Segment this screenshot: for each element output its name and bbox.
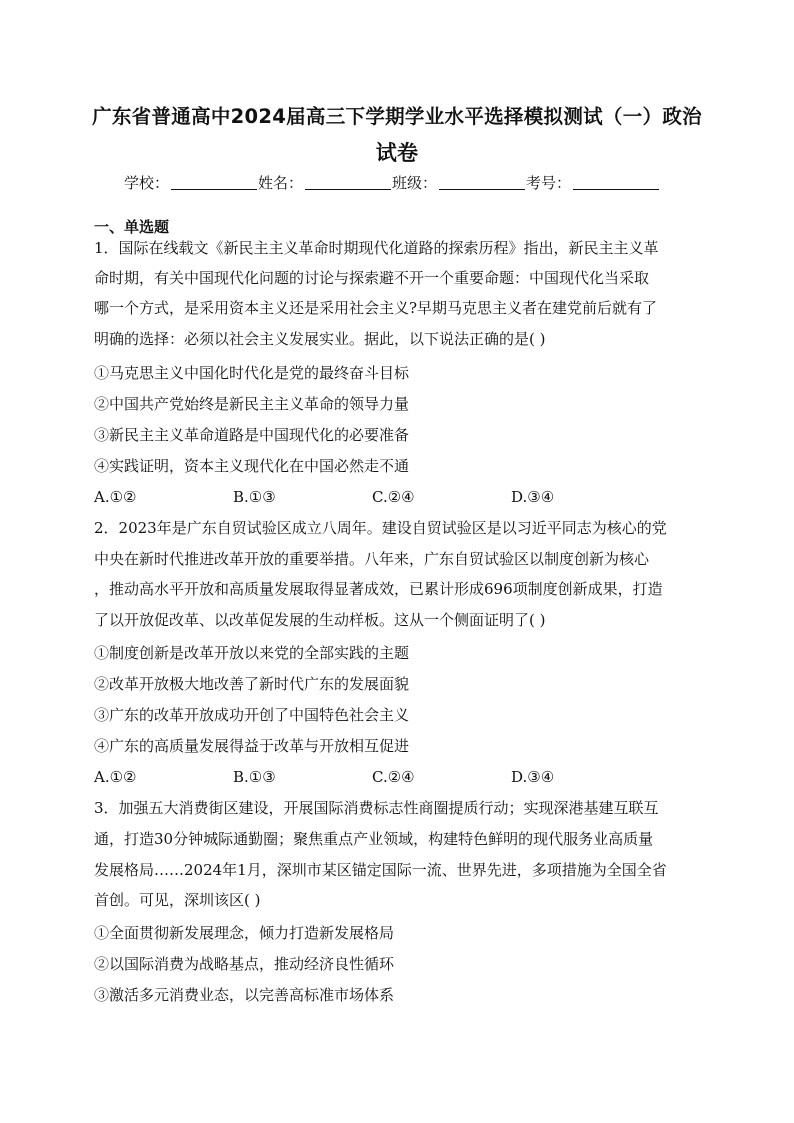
q2-stem-line: 了以开放促改革、以改革促发展的生动样板。这从一个侧面证明了( ) [94,611,546,629]
class-label: 班级： [392,173,438,192]
q1-stem-line: 明确的选择：必须以社会主义发展实业。据此，以下说法正确的是( ) [94,330,546,348]
q2-option-a[interactable]: A.①② [94,768,137,786]
q3-stem-line: 发展格局……2024年1月，深圳市某区锚定国际一流、世界先进，多项措施为全国全省 [94,861,667,879]
q1-option-a[interactable]: A.①② [94,488,137,506]
q2-options [94,767,714,787]
q1-stem-line: 命时期，有关中国现代化问题的讨论与探索避不开一个重要命题：中国现代化当采取 [94,269,650,287]
q1-statement: ④实践证明，资本主义现代化在中国必然走不通 [94,457,410,475]
number-label: 考号： [526,173,572,192]
q1-option-c[interactable]: C.②④ [372,488,415,506]
q1-option-d[interactable]: D.③④ [511,488,555,506]
q3-statement: ①全面贯彻新发展理念，倾力打造新发展格局 [94,924,395,942]
q1-statement: ②中国共产党始终是新民主主义革命的领导力量 [94,395,410,413]
q1-statement: ③新民主主义革命道路是中国现代化的必要准备 [94,426,410,444]
exam-title-line-1: 广东省普通高中2024届高三下学期学业水平选择模拟测试（一）政治 [92,105,702,128]
q1-stem-line: 1．国际在线载文《新民主主义革命时期现代化道路的探索历程》指出，新民主主义革 [94,239,659,257]
q3-statement: ③激活多元消费业态，以完善高标准市场体系 [94,986,395,1004]
q2-stem-line: 中央在新时代推进改革开放的重要举措。八年来，广东自贸试验区以制度创新为核心 [94,550,650,568]
exam-title-line-2: 试卷 [375,141,419,165]
section-title: 一、单选题 [94,218,170,236]
school-blank[interactable] [171,188,257,190]
q2-statement: ②改革开放极大地改善了新时代广东的发展面貌 [94,675,410,693]
number-blank[interactable] [573,188,659,190]
q2-stem-line: 2．2023年是广东自贸试验区成立八周年。建设自贸试验区是以习近平同志为核心的党 [94,519,667,537]
q2-statement: ③广东的改革开放成功开创了中国特色社会主义 [94,706,410,724]
q3-stem-line: 3．加强五大消费街区建设，开展国际消费标志性商圈提质行动；实现深港基建互联互 [94,799,659,817]
q2-option-c[interactable]: C.②④ [372,768,415,786]
student-info-row [124,170,684,194]
q3-stem-line: 通，打造30分钟城际通勤圈；聚焦重点产业领域，构建特色鲜明的现代服务业高质量 [94,830,654,848]
q1-stem-line: 哪一个方式，是采用资本主义还是采用社会主义?早期马克思主义者在建党前后就有了 [94,299,658,317]
q3-stem-line: 首创。可见，深圳该区( ) [94,891,261,909]
q2-option-b[interactable]: B.①③ [233,768,276,786]
q1-option-b[interactable]: B.①③ [233,488,276,506]
name-blank[interactable] [305,188,391,190]
class-blank[interactable] [439,188,525,190]
q2-statement: ④广东的高质量发展得益于改革与开放相互促进 [94,737,410,755]
q1-options [94,487,714,507]
q3-statement: ②以国际消费为战略基点，推动经济良性循环 [94,955,395,973]
q2-statement: ①制度创新是改革开放以来党的全部实践的主题 [94,644,410,662]
q2-option-d[interactable]: D.③④ [511,768,555,786]
name-label: 姓名： [258,173,304,192]
q1-statement: ①马克思主义中国化时代化是党的最终奋斗目标 [94,364,410,382]
q2-stem-line: ，推动高水平开放和高质量发展取得显著成效，已累计形成696项制度创新成果，打造 [94,580,663,598]
school-label: 学校： [124,173,170,192]
